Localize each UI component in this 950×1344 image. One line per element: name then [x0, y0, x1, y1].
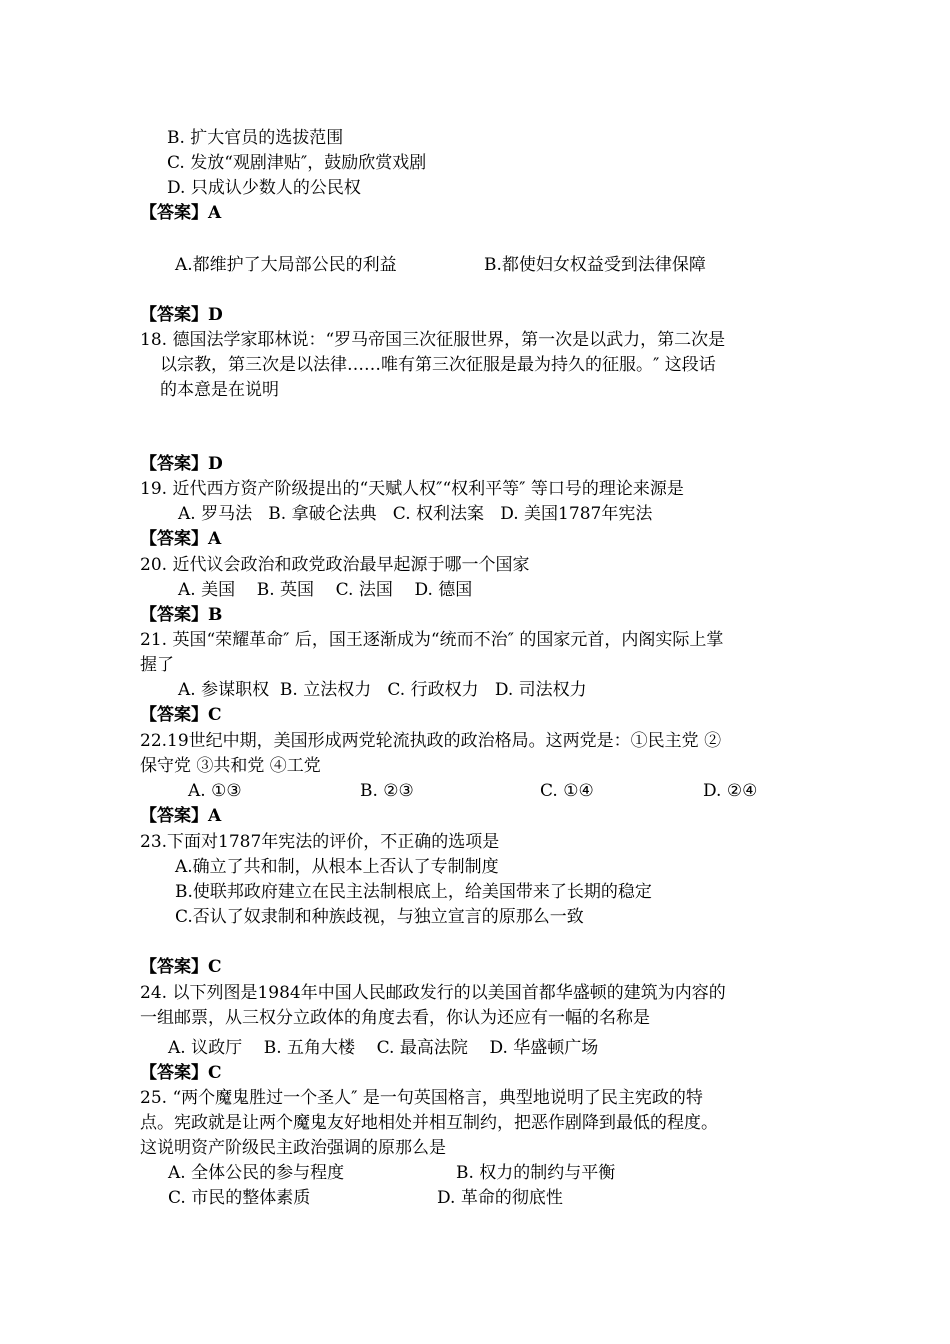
q17-option-d: D. 只成认少数人的公民权	[167, 178, 361, 198]
q23-stem: 23.下面对1787年宪法的评价，不正确的选项是	[140, 832, 500, 852]
q21-stem-line2: 握了	[140, 655, 174, 675]
q24-stem-line1: 24. 以下列图是1984年中国人民邮政发行的以美国首都华盛顿的建筑为内容的	[140, 983, 726, 1003]
q23-option-b: B.使联邦政府建立在民主法制根底上，给美国带来了长期的稳定	[175, 882, 652, 902]
q17-option-b: B. 扩大官员的选拔范围	[167, 128, 344, 148]
q25-option-c: C. 市民的整体素质	[168, 1188, 311, 1208]
frag-answer: 【答案】D	[140, 305, 223, 325]
q25-option-d: D. 革命的彻底性	[437, 1188, 563, 1208]
q22-stem-line2: 保守党 ③共和党 ④工党	[140, 756, 321, 776]
q23-option-a: A.确立了共和制，从根本上否认了专制制度	[175, 857, 499, 877]
q22-option-d: D. ②④	[703, 781, 758, 801]
q18-stem-line1: 18. 德国法学家耶林说：“罗马帝国三次征服世界，第一次是以武力，第二次是	[140, 330, 726, 350]
q19-options: A. 罗马法 B. 拿破仑法典 C. 权利法案 D. 美国1787年宪法	[178, 504, 653, 524]
q21-options: A. 参谋职权 B. 立法权力 C. 行政权力 D. 司法权力	[178, 680, 587, 700]
q25-option-a: A. 全体公民的参与程度	[168, 1163, 345, 1183]
q19-stem: 19. 近代西方资产阶级提出的“天赋人权″“权利平等″ 等口号的理论来源是	[140, 479, 684, 499]
q20-answer: 【答案】B	[140, 605, 223, 625]
q22-stem-line1: 22.19世纪中期，美国形成两党轮流执政的政治格局。这两党是：①民主党 ②	[140, 731, 722, 751]
q22-answer: 【答案】A	[140, 806, 222, 826]
q18-stem-line3: 的本意是在说明	[160, 380, 279, 400]
q19-answer: 【答案】A	[140, 529, 222, 549]
q21-stem-line1: 21. 英国“荣耀革命″ 后，国王逐渐成为“统而不治″ 的国家元首，内阁实际上掌	[140, 630, 724, 650]
q25-stem-line2: 点。宪政就是让两个魔鬼友好地相处并相互制约，把恶作剧降到最低的程度。	[140, 1113, 718, 1133]
q23-answer: 【答案】C	[140, 957, 222, 977]
q18-answer: 【答案】D	[140, 454, 223, 474]
q18-stem-line2: 以宗教，第三次是以法律……唯有第三次征服是最为持久的征服。″ 这段话	[160, 355, 716, 375]
q22-option-b: B. ②③	[360, 781, 414, 801]
q20-stem: 20. 近代议会政治和政党政治最早起源于哪一个国家	[140, 555, 530, 575]
frag-option-b: B.都使妇女权益受到法律保障	[484, 255, 706, 275]
q21-answer: 【答案】C	[140, 705, 222, 725]
q24-options: A. 议政厅 B. 五角大楼 C. 最高法院 D. 华盛顿广场	[168, 1038, 599, 1058]
q25-stem-line3: 这说明资产阶级民主政治强调的原那么是	[140, 1138, 446, 1158]
q24-stem-line2: 一组邮票，从三权分立政体的角度去看，你认为还应有一幅的名称是	[140, 1008, 650, 1028]
q17-option-c: C. 发放“观剧津贴″，鼓励欣赏戏剧	[167, 153, 427, 173]
q25-option-b: B. 权力的制约与平衡	[456, 1163, 616, 1183]
q22-option-a: A. ①③	[188, 781, 242, 801]
q20-options: A. 美国 B. 英国 C. 法国 D. 德国	[178, 580, 473, 600]
frag-option-a: A.都维护了大局部公民的利益	[175, 255, 397, 275]
q23-option-c: C.否认了奴隶制和种族歧视，与独立宣言的原那么一致	[175, 907, 584, 927]
q22-option-c: C. ①④	[540, 781, 594, 801]
q25-stem-line1: 25. “两个魔鬼胜过一个圣人″ 是一句英国格言，典型地说明了民主宪政的特	[140, 1088, 703, 1108]
q24-answer: 【答案】C	[140, 1063, 222, 1083]
q17-answer: 【答案】A	[140, 203, 222, 223]
